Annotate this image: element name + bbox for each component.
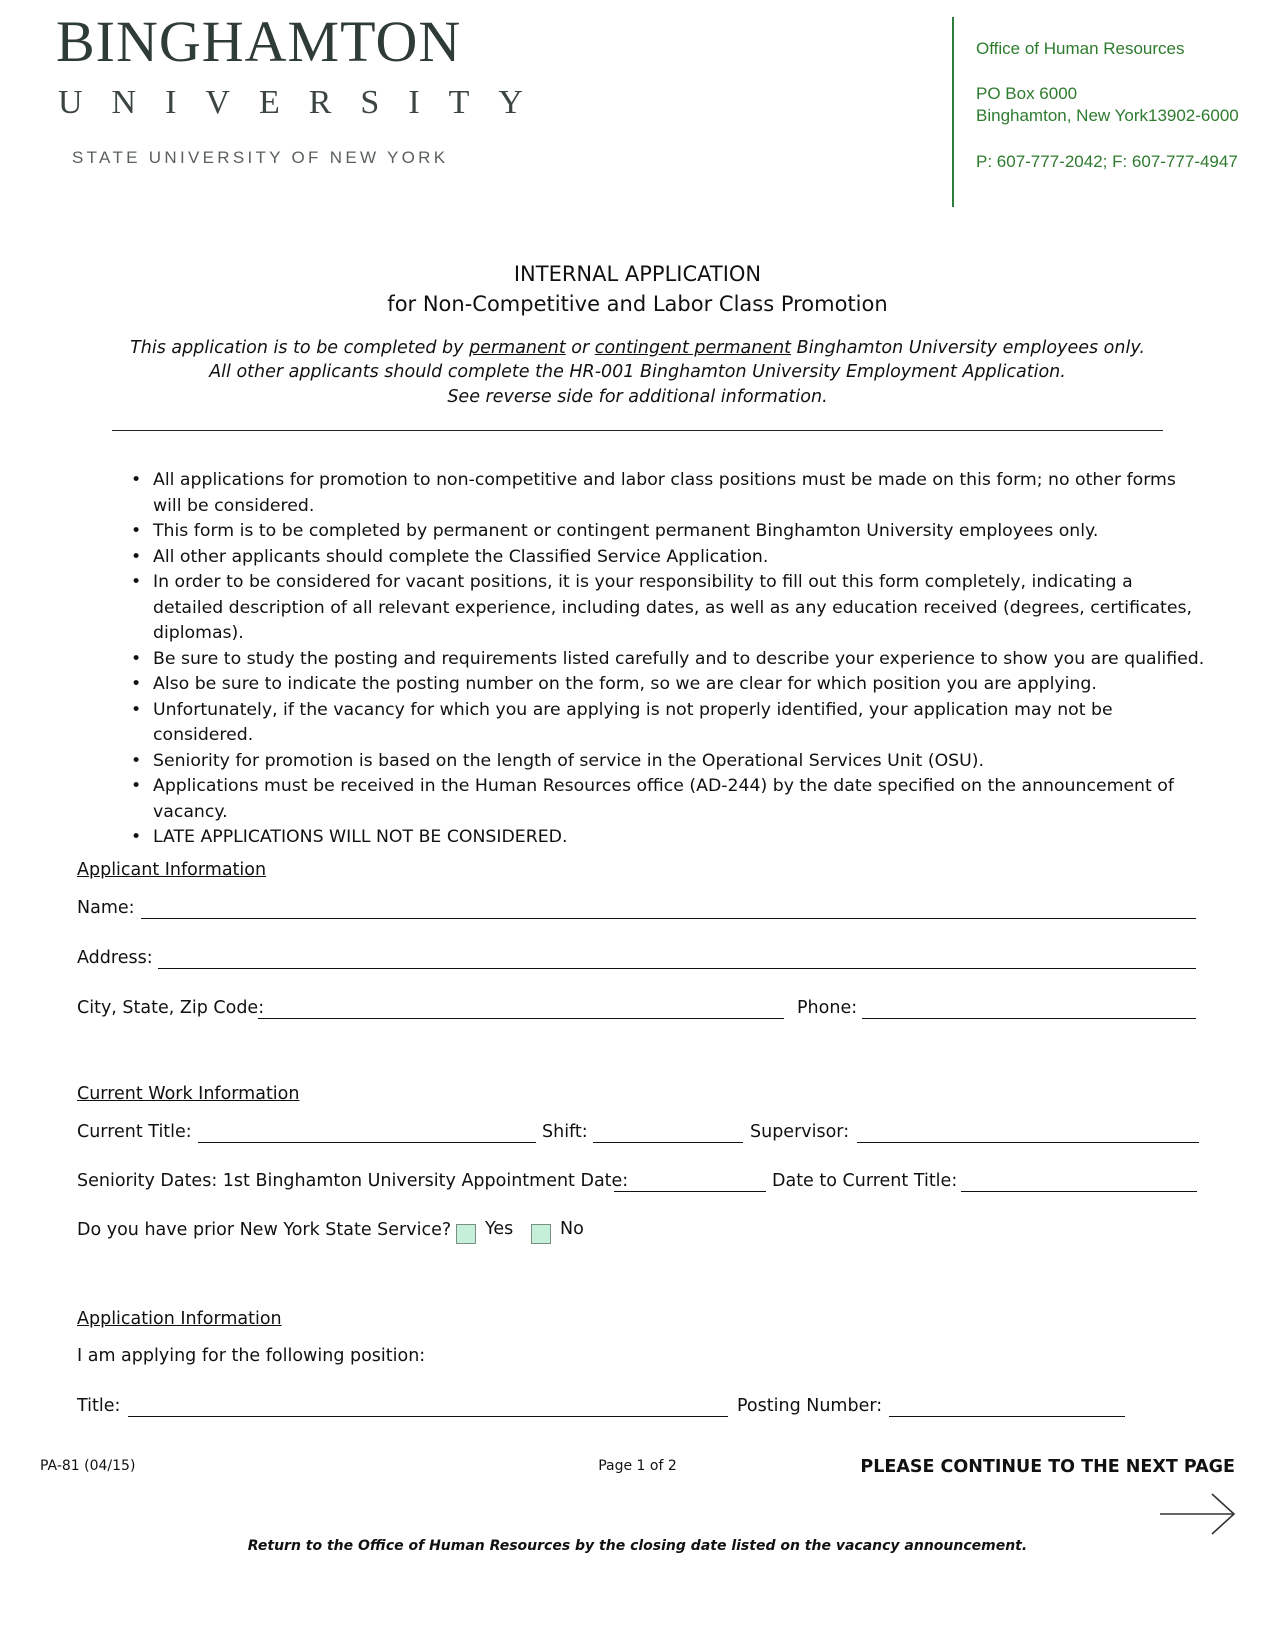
current-title-label: Current Title: <box>77 1122 192 1142</box>
applicant-info-heading: Applicant Information <box>77 860 267 880</box>
city-state-zip-field[interactable] <box>258 1018 784 1019</box>
arrow-right-icon <box>1158 1490 1238 1543</box>
address-label: Address: <box>77 948 153 968</box>
form-subtitle: for Non-Competitive and Labor Class Promotion <box>387 292 888 316</box>
instruction-item: • All other applicants should complete the Classified Service Application. <box>128 545 1208 571</box>
instruction-item: • Be sure to study the posting and requirements listed carefully and to describe your experience to show you are qualified. <box>128 647 1208 673</box>
return-note: Return to the Office of Human Resources by the closing date listed on the vacancy announcement. <box>247 1538 1028 1554</box>
phone-label: Phone: <box>797 998 858 1018</box>
prior-service-no-checkbox[interactable] <box>531 1224 551 1244</box>
no-label: No <box>560 1219 584 1239</box>
phone-field[interactable] <box>862 1018 1196 1019</box>
date-to-current-title-label: Date to Current Title: <box>772 1171 958 1191</box>
form-title: INTERNAL APPLICATION <box>513 262 762 286</box>
city-state-zip-label: City, State, Zip Code: <box>77 998 265 1018</box>
name-field[interactable] <box>141 918 1196 919</box>
instruction-item: • Also be sure to indicate the posting number on the form, so we are clear for which position you are applying. <box>128 672 1208 698</box>
continue-notice: PLEASE CONTINUE TO THE NEXT PAGE <box>860 1457 1235 1477</box>
application-info-heading: Application Information <box>77 1309 282 1329</box>
divider-line <box>112 430 1163 431</box>
prior-service-yes-checkbox[interactable] <box>456 1224 476 1244</box>
shift-field[interactable] <box>593 1142 743 1143</box>
seniority-dates-label: Seniority Dates: 1st Binghamton University Appointment Date: <box>77 1171 629 1191</box>
posting-number-label: Posting Number: <box>737 1396 883 1416</box>
appointment-date-field[interactable] <box>614 1191 766 1192</box>
intro-line-1: This application is to be completed by permanent or contingent permanent Binghamton University employees only. <box>130 338 1145 358</box>
instruction-item: • In order to be considered for vacant positions, it is your responsibility to fill out this form completely, indicating a detailed description of all relevant experience, including dates, as well as any education received (degrees, certificates, diplomas). <box>128 570 1208 647</box>
office-name: Office of Human Resources <box>976 39 1185 58</box>
posting-number-field[interactable] <box>889 1416 1125 1417</box>
date-to-current-title-field[interactable] <box>961 1191 1197 1192</box>
instruction-item: • Unfortunately, if the vacancy for which you are applying is not properly identified, your application may not be considered. <box>128 698 1208 749</box>
address-field[interactable] <box>158 968 1196 969</box>
instruction-item: • All applications for promotion to non-competitive and labor class positions must be made on this form; no other forms will be considered. <box>128 468 1208 519</box>
yes-label: Yes <box>485 1219 514 1239</box>
office-phone-fax: P: 607-777-2042; F: 607-777-4947 <box>976 152 1238 171</box>
form-code: PA-81 (04/15) <box>40 1458 136 1474</box>
office-po-box: PO Box 6000 <box>976 84 1078 103</box>
university-logo-tagline: STATE UNIVERSITY OF NEW YORK <box>72 148 449 167</box>
university-logo-wordmark: BINGHAMTON <box>56 9 462 74</box>
prior-nys-service-label: Do you have prior New York State Service? <box>77 1220 452 1240</box>
office-city: Binghamton, New York13902-6000 <box>976 106 1239 125</box>
university-logo-subtitle: UNIVERSITY <box>58 84 552 121</box>
position-title-field[interactable] <box>128 1416 728 1417</box>
instructions-list <box>128 468 1208 851</box>
instruction-item: • LATE APPLICATIONS WILL NOT BE CONSIDERED. <box>128 825 1208 851</box>
supervisor-label: Supervisor: <box>750 1122 850 1142</box>
position-title-label: Title: <box>77 1396 121 1416</box>
instruction-item: • Applications must be received in the Human Resources office (AD-244) by the date specified on the announcement of vacancy. <box>128 774 1208 825</box>
header-divider <box>952 17 954 207</box>
page-number: Page 1 of 2 <box>598 1458 677 1474</box>
applying-label: I am applying for the following position: <box>77 1346 426 1366</box>
instruction-item: • Seniority for promotion is based on the length of service in the Operational Services Unit (OSU). <box>128 749 1208 775</box>
current-title-field[interactable] <box>198 1142 536 1143</box>
supervisor-field[interactable] <box>857 1142 1199 1143</box>
intro-line-2: All other applicants should complete the HR-001 Binghamton University Employment Application. <box>209 362 1066 382</box>
instruction-item: • This form is to be completed by permanent or contingent permanent Binghamton University employees only. <box>128 519 1208 545</box>
shift-label: Shift: <box>542 1122 588 1142</box>
work-info-heading: Current Work Information <box>77 1084 300 1104</box>
intro-line-3: See reverse side for additional information. <box>447 387 828 407</box>
name-label: Name: <box>77 898 135 918</box>
